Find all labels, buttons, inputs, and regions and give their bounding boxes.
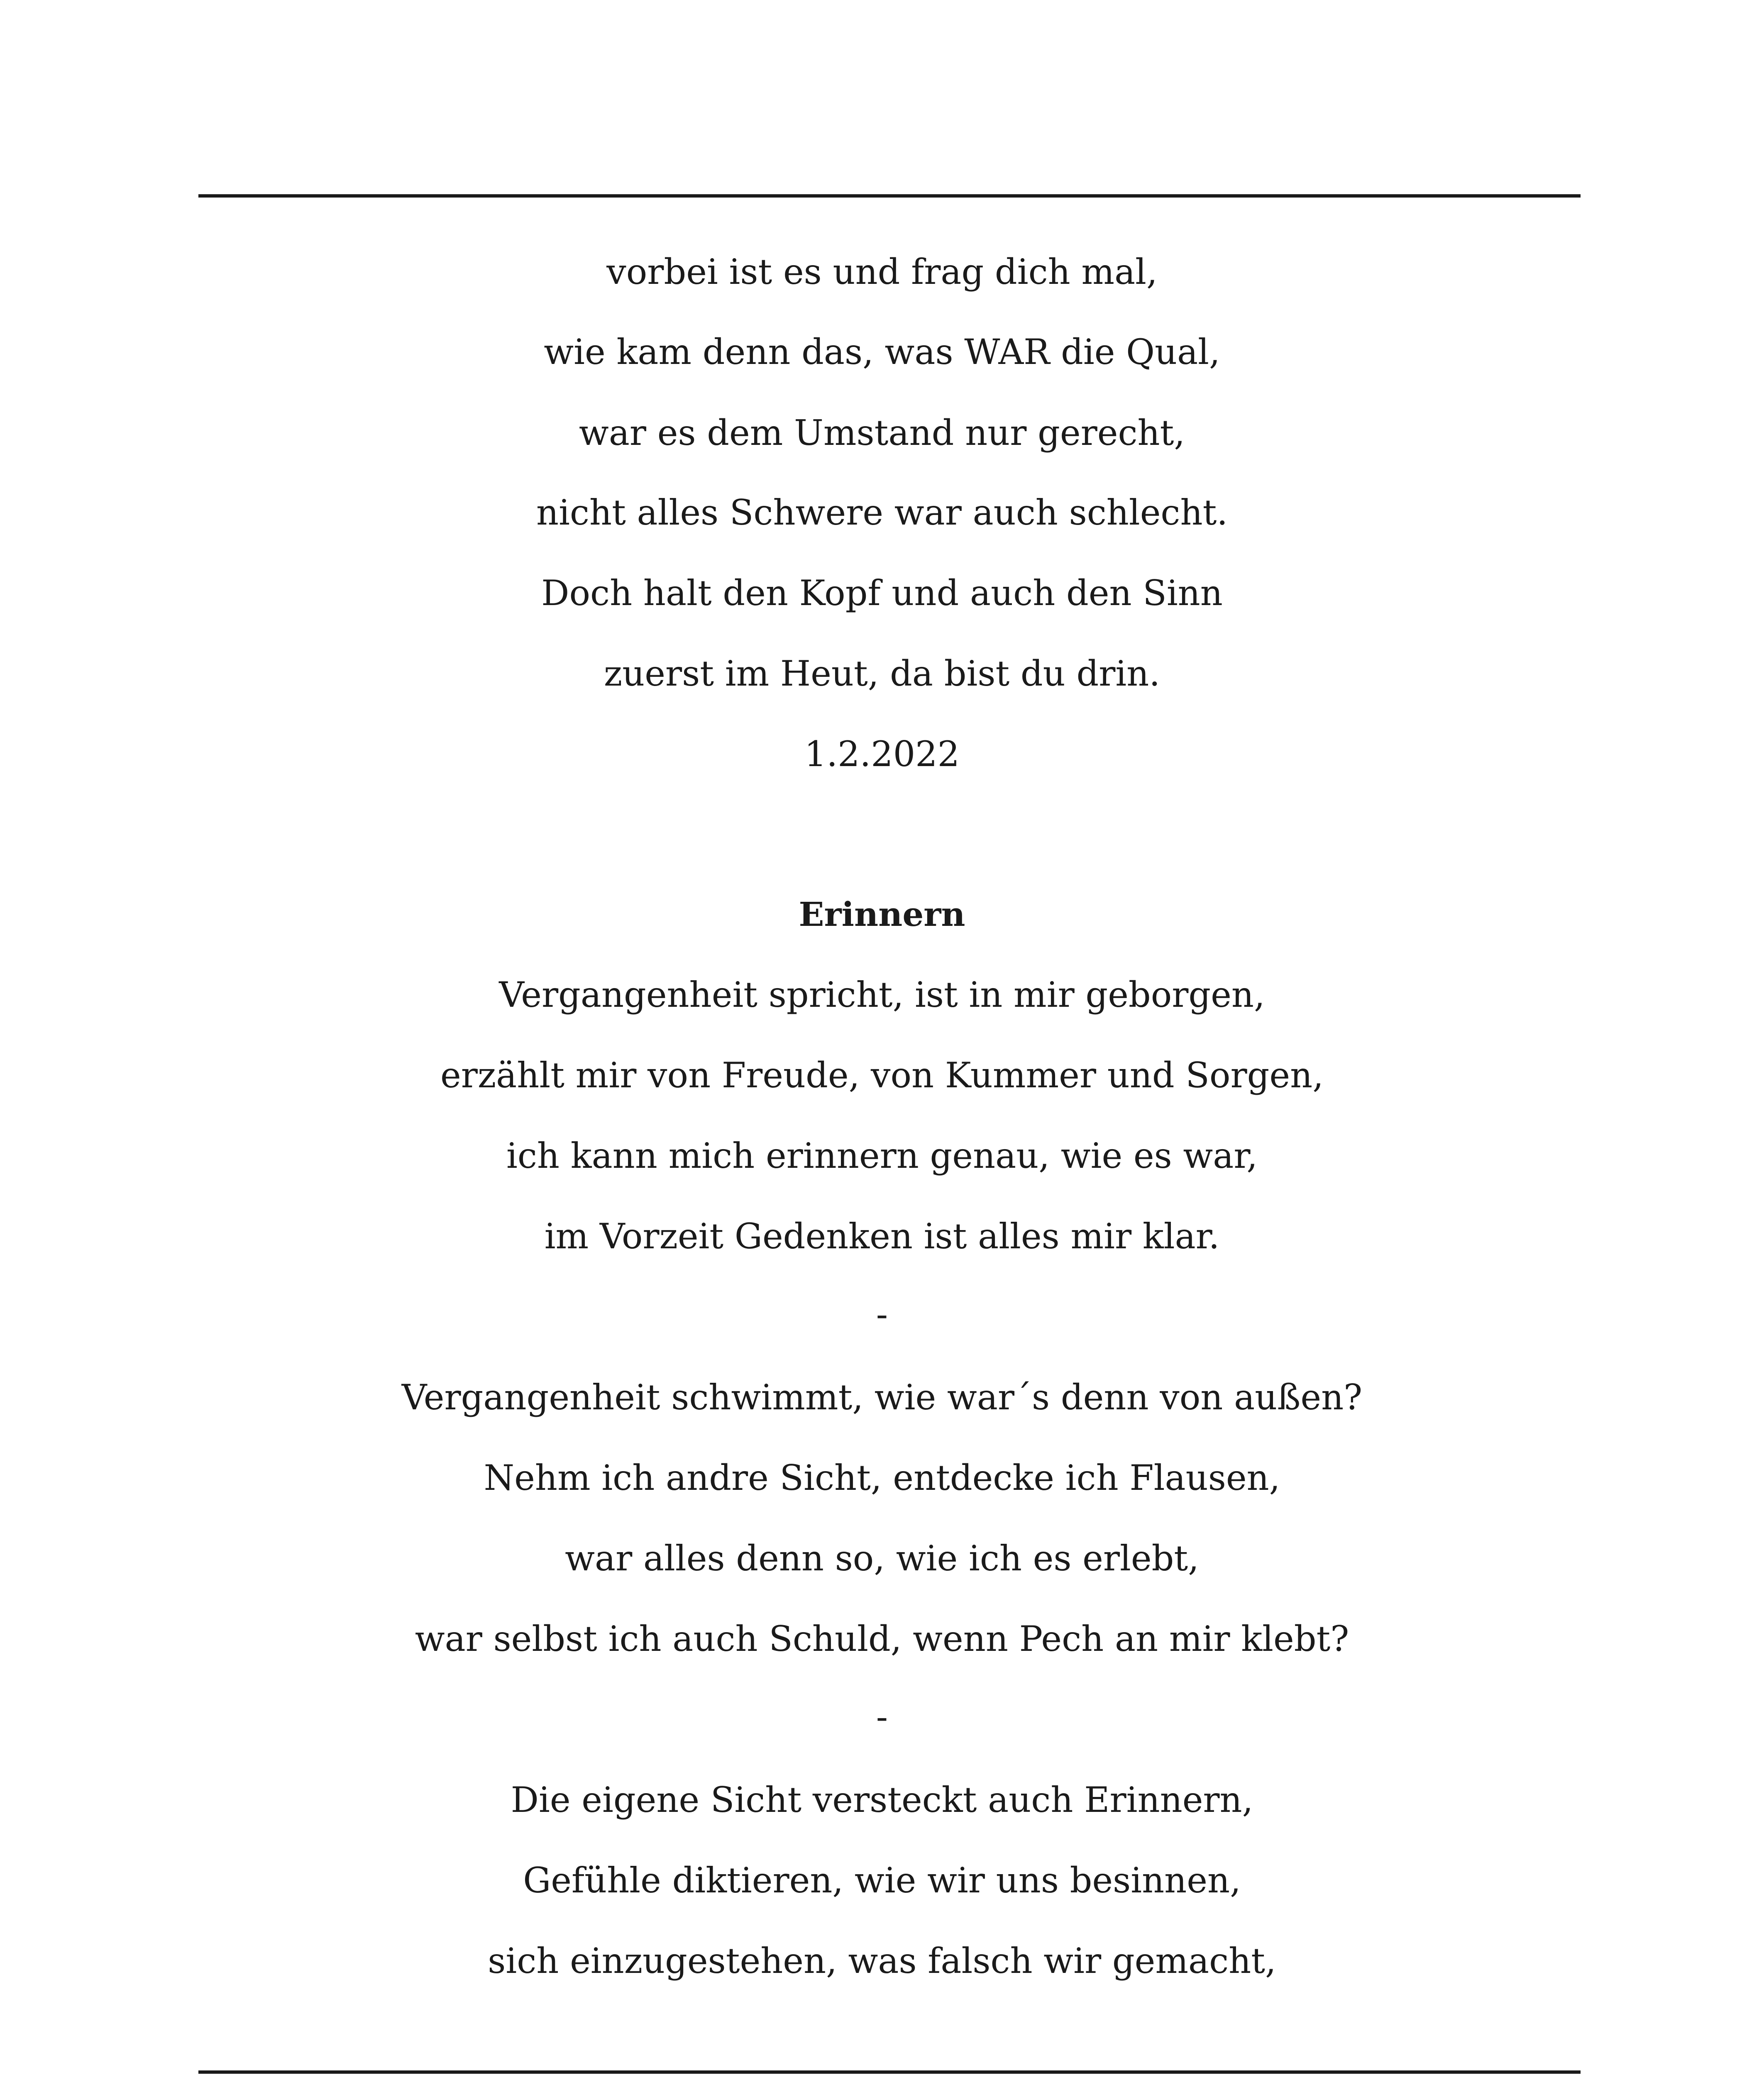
poem-title: Erinnern <box>799 895 965 934</box>
stanza-separator: - <box>876 1697 888 1737</box>
poem-line: erzählt mir von Freude, von Kummer und Sorgen, <box>440 1055 1324 1096</box>
poem-date: 1.2.2022 <box>804 734 960 774</box>
poem-line: war selbst ich auch Schuld, wenn Pech an mir klebt? <box>415 1618 1349 1659</box>
poem-line: war es dem Umstand nur gerecht, <box>579 413 1185 453</box>
poem-line: nicht alles Schwere war auch schlecht. <box>536 492 1228 533</box>
header-rule <box>198 194 1581 198</box>
poem-line: Doch halt den Kopf und auch den Sinn <box>541 573 1223 613</box>
stanza-separator: - <box>876 1294 888 1335</box>
poem-line: Die eigene Sicht versteckt auch Erinnern, <box>511 1780 1253 1820</box>
poem-line: war alles denn so, wie ich es erlebt, <box>565 1538 1199 1579</box>
poem-line: ich kann mich erinnern genau, wie es war, <box>506 1135 1258 1176</box>
poem-line: sich einzugestehen, was falsch wir gemacht, <box>488 1941 1276 1981</box>
poem-line: Vergangenheit schwimmt, wie war´s denn von außen? <box>401 1377 1363 1418</box>
footer-rule <box>198 2070 1581 2074</box>
poem-line: vorbei ist es und frag dich mal, <box>606 251 1158 292</box>
poem-line: zuerst im Heut, da bist du drin. <box>603 653 1161 694</box>
poem-line: wie kam denn das, was WAR die Qual, <box>544 332 1220 372</box>
poem-line: im Vorzeit Gedenken ist alles mir klar. <box>544 1216 1220 1257</box>
poem-line: Vergangenheit spricht, ist in mir geborgen, <box>499 974 1265 1015</box>
poem-line: Gefühle diktieren, wie wir uns besinnen, <box>523 1860 1241 1901</box>
poem-line: Nehm ich andre Sicht, entdecke ich Flausen, <box>484 1457 1280 1498</box>
